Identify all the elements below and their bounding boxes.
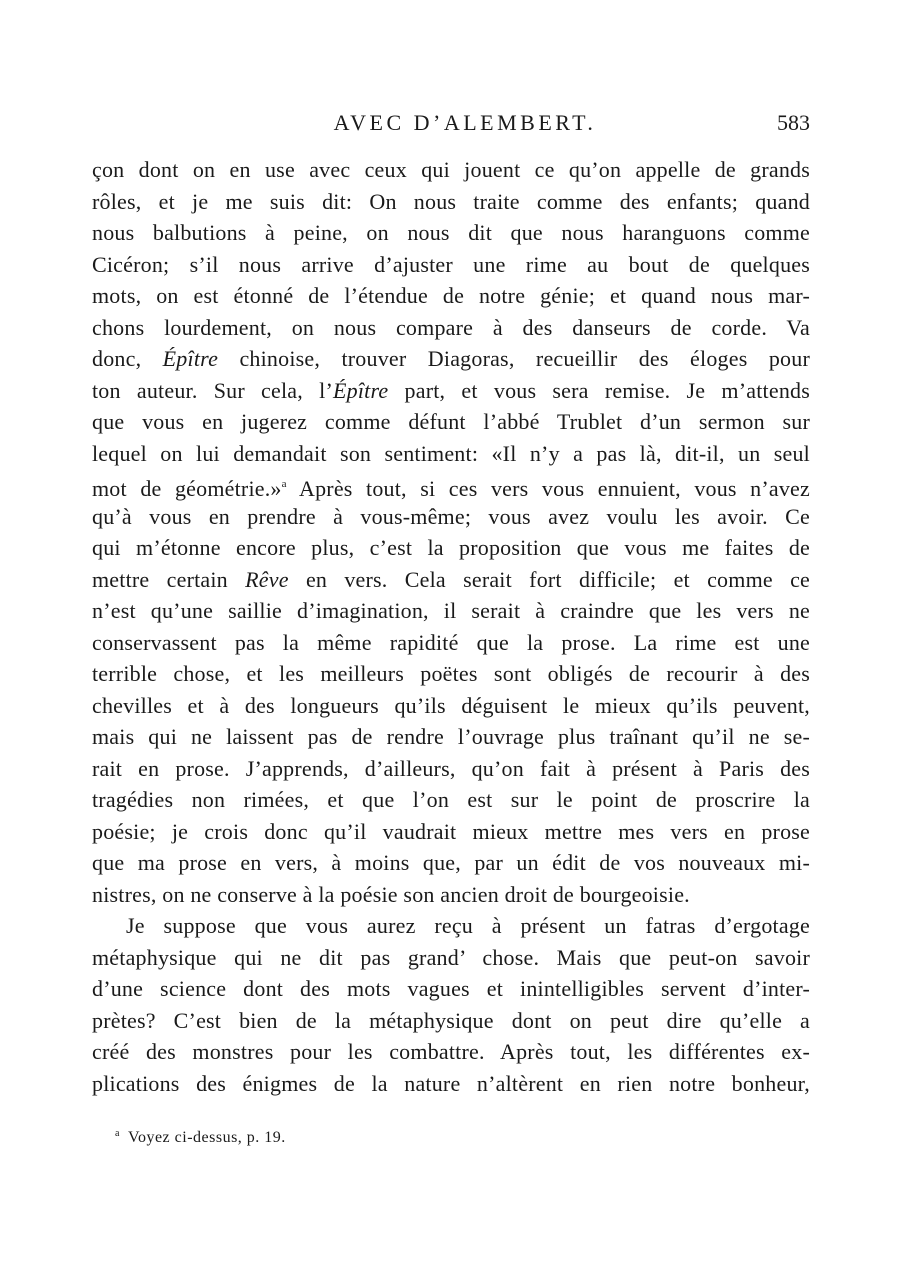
running-title: AVEC D’ALEMBERT. xyxy=(333,110,597,135)
footnote-mark: a xyxy=(115,1128,120,1139)
text-line: plications des énigmes de la nature n’altèrent en rien notre bonheur, xyxy=(92,1070,810,1096)
text-line: chevilles et à des longueurs qu’ils déguisent le mieux qu’ils peuvent, xyxy=(92,692,810,718)
footnote xyxy=(115,1128,286,1147)
text-line: prètes? C’est bien de la métaphysique dont on peut dire qu’elle a xyxy=(92,1007,810,1033)
text-line: mais qui ne laissent pas de rendre l’ouvrage plus traînant qu’il ne se- xyxy=(92,724,810,749)
text-line: créé des monstres pour les combattre. Après tout, les différentes ex- xyxy=(92,1039,810,1064)
text-run: mot de géométrie.» xyxy=(92,476,282,501)
text-run: ton auteur. Sur cela, l’ xyxy=(92,377,333,403)
footnote-reference: a xyxy=(281,478,287,490)
text-line: Je suppose que vous aurez reçu à présent un fatras d’ergotage xyxy=(126,913,810,938)
text-line: que ma prose en vers, à moins que, par un édit de vos nouveaux mi- xyxy=(92,850,810,875)
italic-title: Épître xyxy=(162,346,219,371)
text-line xyxy=(92,469,810,501)
text-run: Après tout, si ces vers vous ennuient, vous n’avez xyxy=(299,476,810,501)
text-line xyxy=(92,343,810,375)
text-line: d’une science dont des mots vagues et inintelligibles servent d’inter- xyxy=(92,976,810,1001)
text-line: rôles, et je me suis dit: On nous traite comme des enfants; quand xyxy=(92,188,810,214)
text-line: qui m’étonne encore plus, c’est la proposition que vous me faites de xyxy=(92,535,810,560)
text-line: qu’à vous en prendre à vous-même; vous avez voulu les avoir. Ce xyxy=(92,503,810,529)
text-run: mettre certain xyxy=(92,566,228,592)
text-line: rait en prose. J’apprends, d’ailleurs, qu’on fait à présent à Paris des xyxy=(92,755,810,781)
text-line: que vous en jugerez comme défunt l’abbé Trublet d’un sermon sur xyxy=(92,409,810,434)
text-line: poésie; je crois donc qu’il vaudrait mieux mettre mes vers en prose xyxy=(92,818,810,844)
text-run: donc, xyxy=(92,346,142,371)
text-run: part, et vous sera remise. Je m’attends xyxy=(404,377,810,403)
paragraph xyxy=(92,154,810,910)
text-line xyxy=(92,375,810,407)
paragraph xyxy=(92,910,810,1099)
text-run: en vers. Cela serait fort difficile; et comme ce xyxy=(305,566,811,592)
text-line: terrible chose, et les meilleurs poëtes sont obligés de recourir à des xyxy=(92,661,810,686)
text-line: nous balbutions à peine, on nous dit que nous haranguons comme xyxy=(92,220,810,245)
running-head xyxy=(92,110,810,142)
footnote-text: Voyez ci-dessus, p. 19. xyxy=(127,1129,286,1146)
text-run: chinoise, trouver Diagoras, recueillir des éloges pour xyxy=(239,346,810,371)
body-text xyxy=(92,154,810,1099)
text-line: Cicéron; s’il nous arrive d’ajuster une rime au bout de quelques xyxy=(92,251,810,277)
text-line: conservassent pas la même rapidité que la prose. La rime est une xyxy=(92,629,810,655)
text-line: çon dont on en use avec ceux qui jouent ce qu’on appelle de grands xyxy=(92,157,810,182)
text-line: nistres, on ne conserve à la poésie son ancien droit de bourgeoisie. xyxy=(92,881,690,907)
italic-title: Épître xyxy=(332,377,389,403)
text-line: lequel on lui demandait son sentiment: «Il n’y a pas là, dit-il, un seul xyxy=(92,440,810,466)
text-line: n’est qu’une saillie d’imagination, il serait à craindre que les vers ne xyxy=(92,598,810,623)
text-line: mots, on est étonné de l’étendue de notre génie; et quand nous mar- xyxy=(92,283,810,308)
text-line xyxy=(92,564,810,596)
text-line: tragédies non rimées, et que l’on est sur le point de proscrire la xyxy=(92,787,810,812)
text-line: chons lourdement, on nous compare à des danseurs de corde. Va xyxy=(92,314,810,340)
page-number: 583 xyxy=(777,110,810,135)
italic-title: Rêve xyxy=(245,566,289,592)
text-line: métaphysique qui ne dit pas grand’ chose. Mais que peut-on savoir xyxy=(92,944,810,970)
